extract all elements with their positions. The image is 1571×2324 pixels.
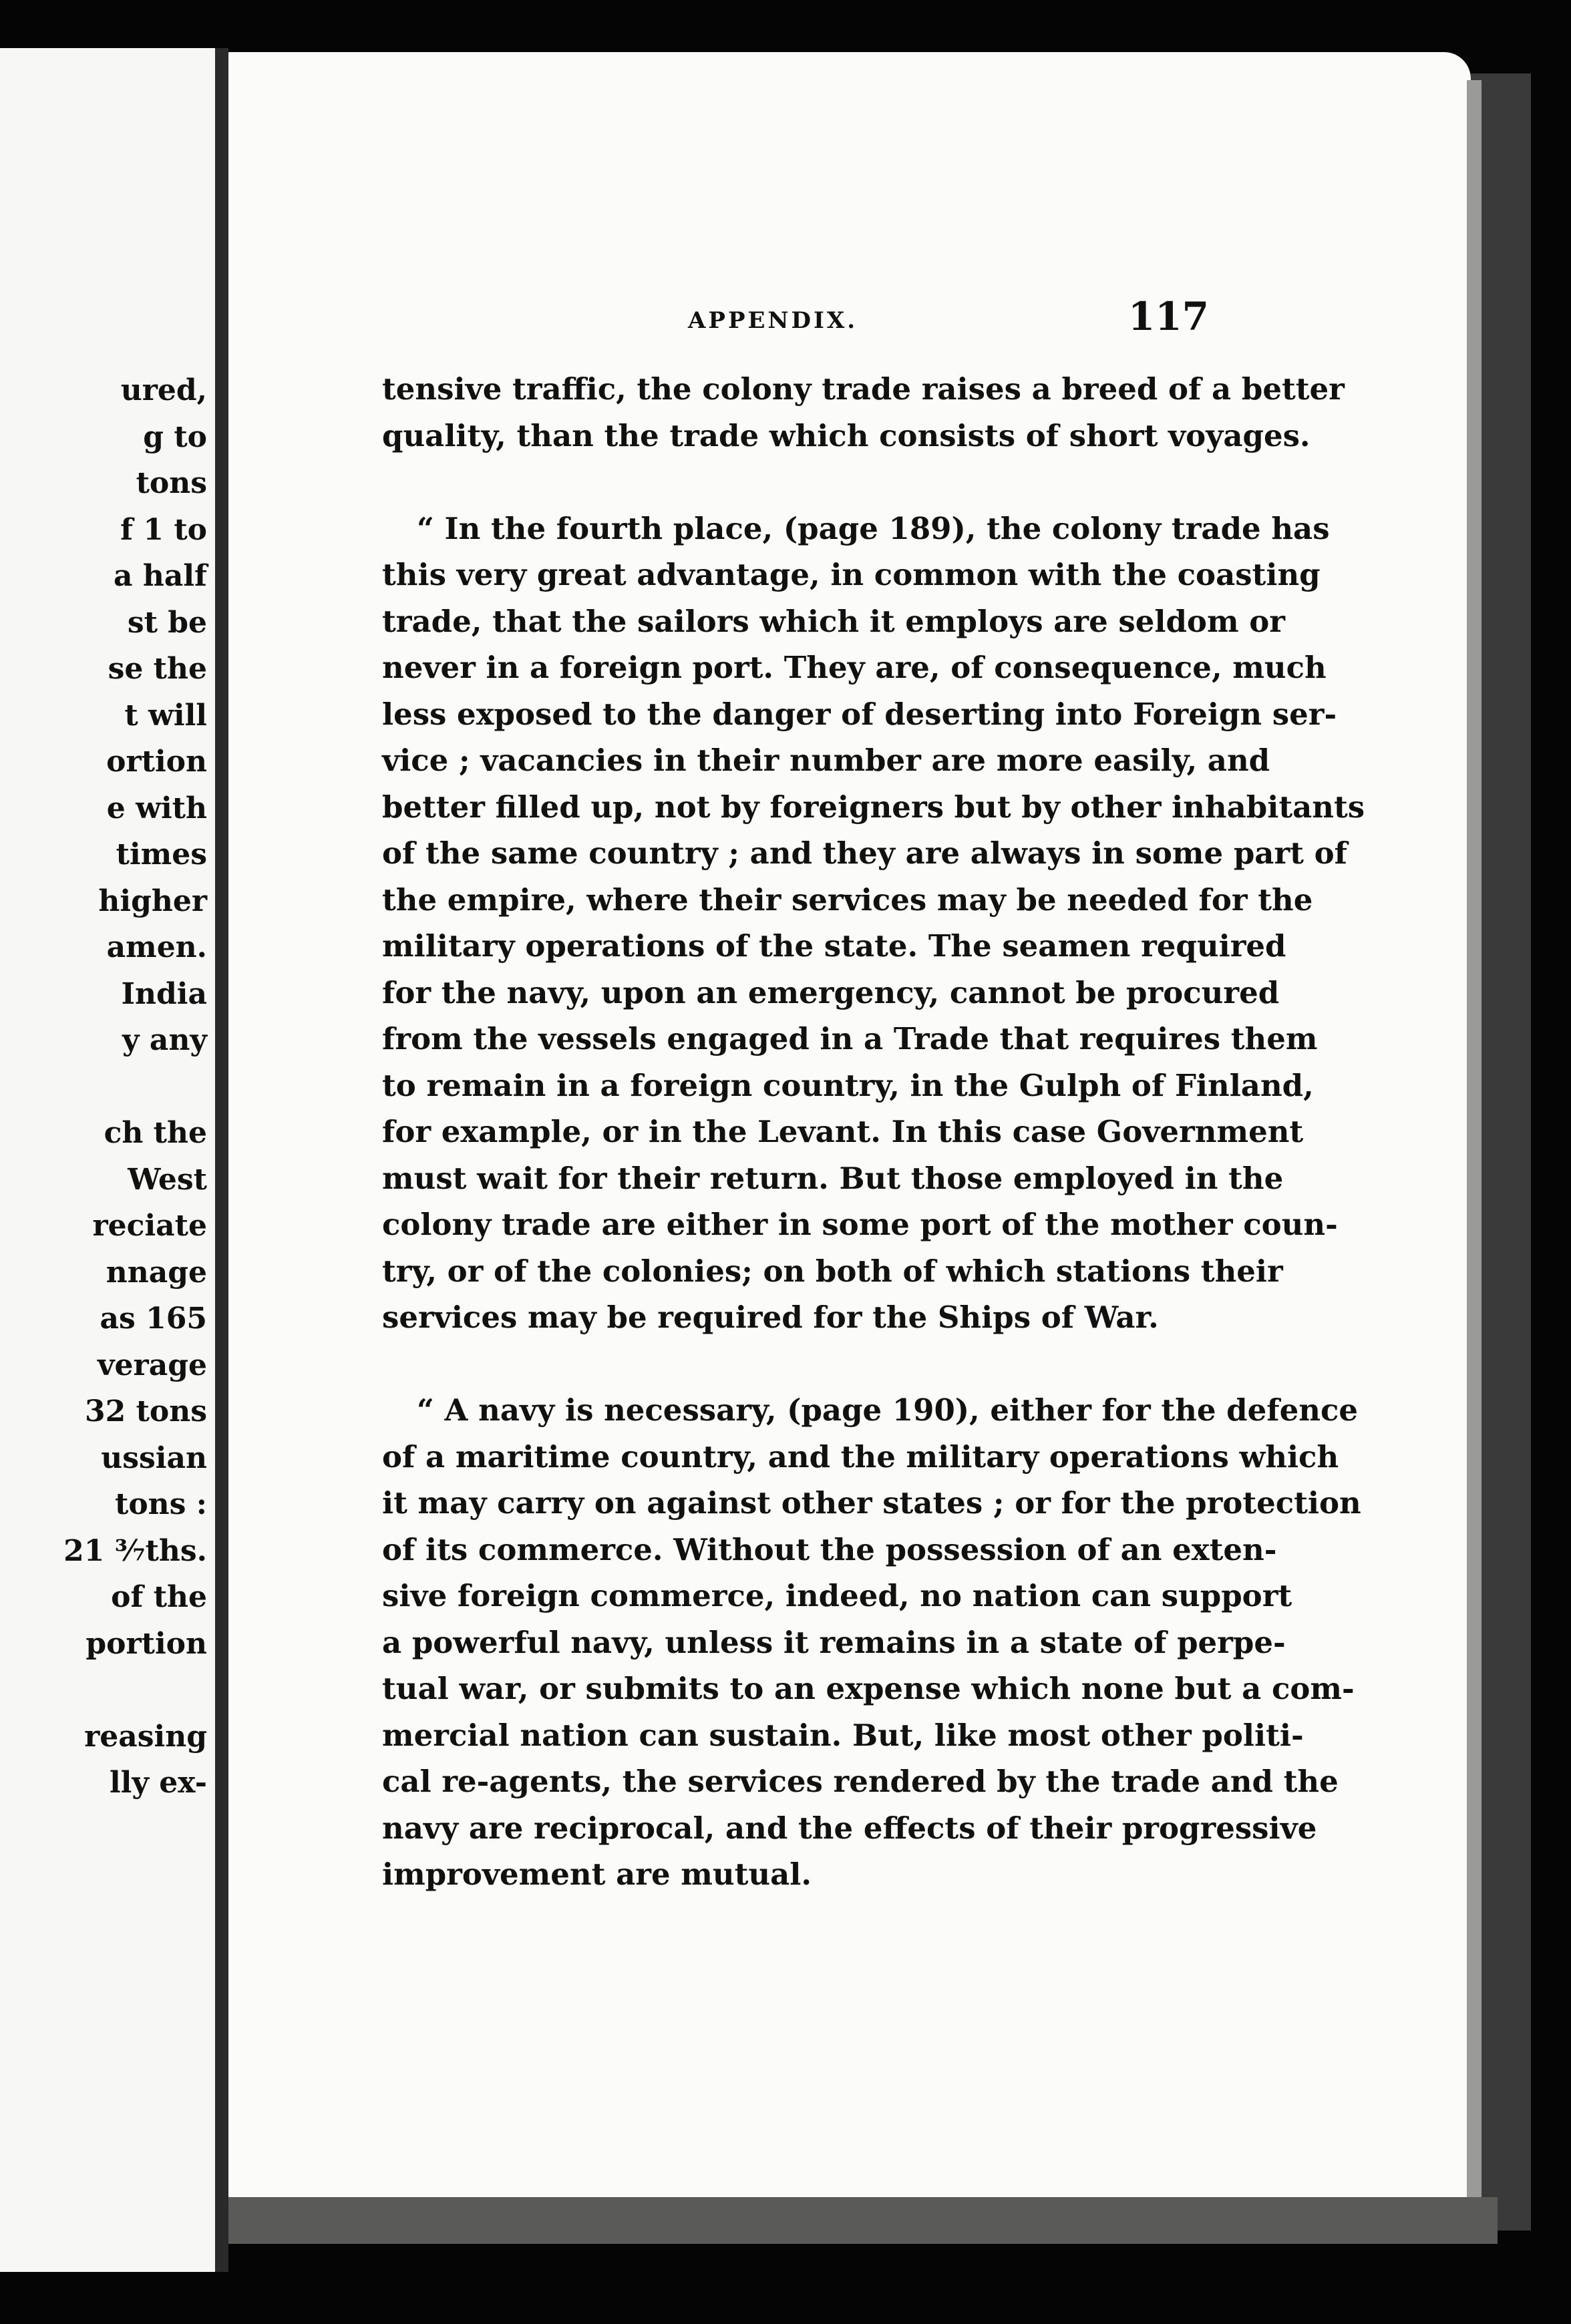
left-page-line: reciate	[92, 1209, 207, 1243]
running-head: APPENDIX.	[688, 307, 858, 334]
paragraph	[382, 366, 1345, 459]
left-page-line: of the	[111, 1580, 207, 1614]
text-line: a powerful navy, unless it remains in a state of perpe-	[382, 1624, 1286, 1660]
text-line: services may be required for the Ships of War.	[382, 1300, 1159, 1335]
left-page-line: tons	[136, 466, 207, 500]
page-edge-bottom	[228, 2197, 1498, 2244]
left-page-line: g to	[143, 419, 207, 454]
paragraph	[382, 506, 1365, 1341]
text-line: for example, or in the Levant. In this case Government	[382, 1114, 1304, 1149]
text-line: mercial nation can sustain. But, like most other politi-	[382, 1717, 1304, 1753]
text-line: sive foreign commerce, indeed, no nation can support	[382, 1578, 1292, 1613]
left-page-line: lly ex-	[109, 1766, 207, 1800]
text-line: to remain in a foreign country, in the Gulph of Finland,	[382, 1067, 1314, 1103]
paragraph	[382, 1387, 1361, 1898]
left-page-line: ch the	[104, 1116, 207, 1150]
paragraph-gap	[382, 459, 1201, 506]
left-page-line: verage	[97, 1348, 207, 1382]
left-page-line: f 1 to	[120, 512, 207, 547]
left-page-line: India	[121, 976, 207, 1011]
text-line: from the vessels engaged in a Trade that requires them	[382, 1021, 1318, 1056]
left-page-line: tons :	[115, 1487, 207, 1521]
left-page-line: 32 tons	[85, 1394, 207, 1428]
left-page-line: st be	[127, 605, 207, 640]
body-text	[382, 366, 1365, 1898]
left-page-line: y any	[122, 1023, 207, 1057]
text-line: “ A navy is necessary, (page 190), either for the defence	[417, 1392, 1358, 1428]
text-line: tual war, or submits to an expense which none but a com-	[382, 1671, 1355, 1706]
left-page	[0, 48, 215, 2272]
left-page-line: 21 ³⁄₇ths.	[63, 1533, 207, 1568]
text-line: colony trade are either in some port of the mother coun-	[382, 1207, 1338, 1242]
text-line: “ In the fourth place, (page 189), the colony trade has	[417, 510, 1330, 546]
text-line: of the same country ; and they are always in some part of	[382, 835, 1347, 871]
text-line: this very great advantage, in common with the coasting	[382, 557, 1321, 592]
left-page-gap	[0, 1064, 215, 1111]
text-line: cal re-agents, the services rendered by the trade and the	[382, 1764, 1339, 1799]
left-page-line: as 165	[100, 1302, 207, 1336]
text-line: must wait for their return. But those employed in the	[382, 1160, 1284, 1196]
text-line: of a maritime country, and the military operations which	[382, 1438, 1339, 1475]
text-line: trade, that the sailors which it employs are seldom or	[382, 603, 1285, 639]
text-line: tensive traffic, the colony trade raises a breed of a better	[382, 371, 1345, 407]
left-page-line: amen.	[106, 930, 207, 964]
book-gutter	[215, 48, 228, 2272]
text-line: navy are reciprocal, and the effects of their progressive	[382, 1810, 1317, 1846]
text-line: for the navy, upon an emergency, cannot be procured	[382, 974, 1280, 1010]
page-edge-highlight	[1467, 80, 1481, 2217]
page-header	[675, 294, 1209, 347]
left-page-line: West	[128, 1162, 207, 1197]
left-page-line: e with	[106, 791, 207, 825]
text-line: try, or of the colonies; on both of which stations their	[382, 1253, 1283, 1289]
left-page-line: t will	[124, 698, 207, 733]
text-line: never in a foreign port. They are, of consequence, much	[382, 650, 1327, 685]
text-line: quality, than the trade which consists of short voyages.	[382, 417, 1311, 453]
left-page-fragments	[0, 367, 215, 1806]
paragraph-gap	[382, 1341, 1201, 1388]
text-line: improvement are mutual.	[382, 1857, 812, 1892]
text-line: military operations of the state. The seamen required	[382, 928, 1286, 964]
left-page-line: times	[116, 837, 207, 872]
text-line: of its commerce. Without the possession of an exten-	[382, 1531, 1277, 1567]
text-line: the empire, where their services may be needed for the	[382, 882, 1313, 918]
left-page-line: ussian	[101, 1440, 207, 1475]
left-page-line: nnage	[106, 1255, 207, 1290]
left-page-line: portion	[85, 1626, 207, 1661]
left-page-line: reasing	[84, 1719, 207, 1754]
text-line: vice ; vacancies in their number are more easily, and	[382, 743, 1270, 778]
page-number: 117	[1127, 294, 1209, 339]
text-line: it may carry on against other states ; or for the protection	[382, 1485, 1361, 1521]
left-page-line: se the	[108, 652, 207, 686]
text-line: better filled up, not by foreigners but by other inhabitants	[382, 789, 1365, 825]
text-line: less exposed to the danger of deserting into Foreign ser-	[382, 696, 1337, 732]
left-page-line: higher	[98, 884, 207, 918]
left-page-line: ortion	[106, 745, 207, 779]
left-page-line: ured,	[120, 373, 207, 407]
left-page-gap	[0, 1667, 215, 1714]
left-page-line: a half	[114, 559, 207, 593]
